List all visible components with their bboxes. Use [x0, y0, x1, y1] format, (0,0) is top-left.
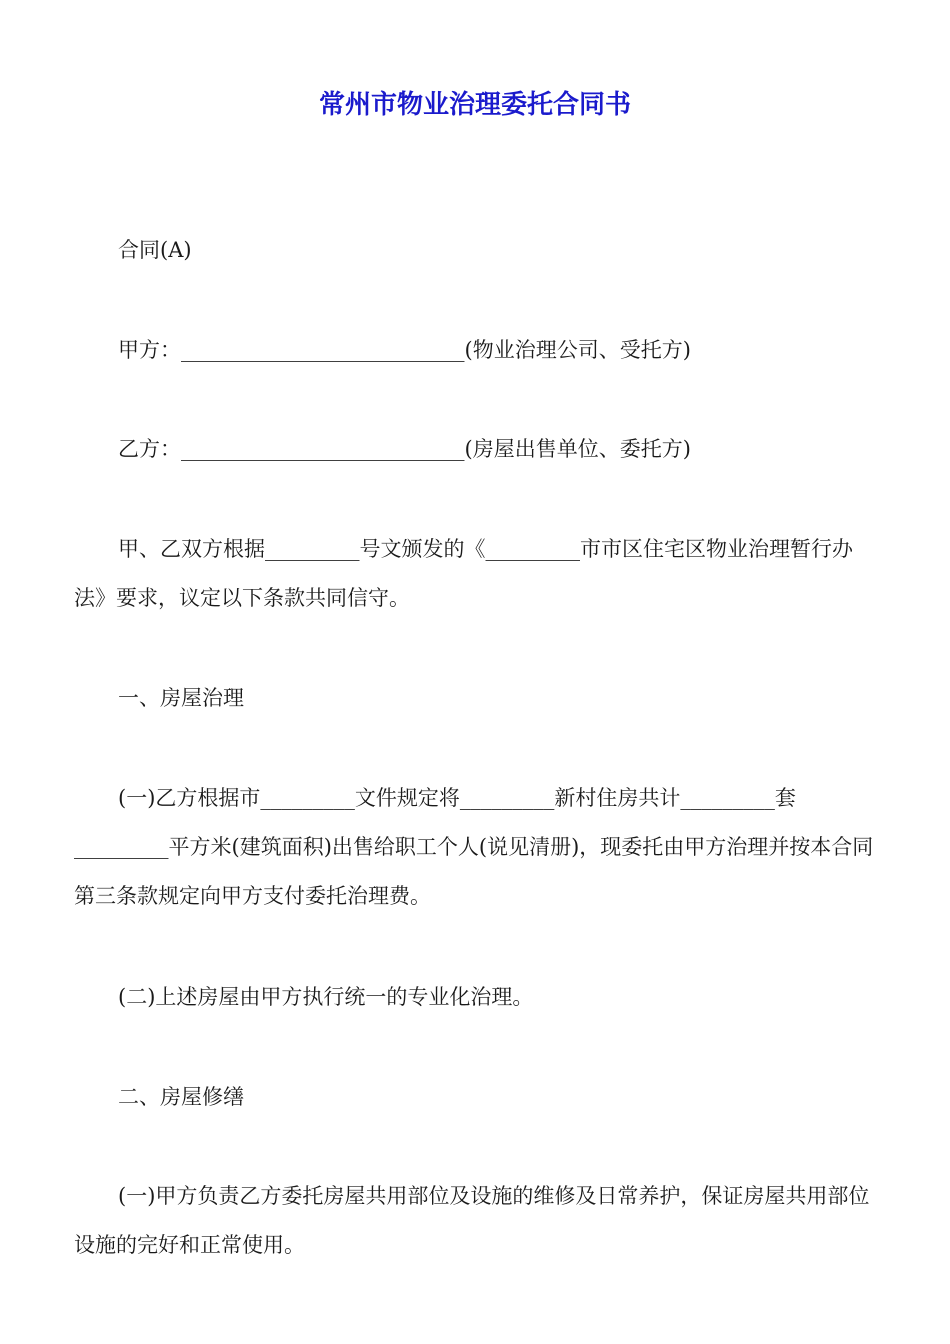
party-a-line: 甲方：___________________________(物业治理公司、受托方)	[118, 338, 691, 362]
section-heading-housing-management: 一、房屋治理	[118, 686, 244, 710]
party-b-line: 乙方：___________________________(房屋出售单位、委托方)	[118, 437, 691, 461]
basis-paragraph: 甲、乙双方根据_________号文颁发的《_________市市区住宅区物业治理暂行办法》要求，议定以下条款共同信守。	[74, 537, 853, 610]
document-title: 常州市物业治理委托合同书	[318, 90, 631, 120]
section1-item2-paragraph: (二)上述房屋由甲方执行统一的专业化治理。	[118, 985, 534, 1009]
section2-item1-paragraph: (一)甲方负责乙方委托房屋共用部位及设施的维修及日常养护，保证房屋共用部位设施的完好和正常使用。	[74, 1184, 870, 1257]
section-heading-housing-repair: 二、房屋修缮	[118, 1085, 244, 1109]
contract-label: 合同(A)	[118, 238, 192, 262]
section1-item1-paragraph: (一)乙方根据市_________文件规定将_________新村住房共计_________套_________平方米(建筑面积)出售给职工个人(说见清册)，现委托由甲方治理并按本合同第三条款规定向甲方支付委托治理费。	[74, 786, 874, 908]
